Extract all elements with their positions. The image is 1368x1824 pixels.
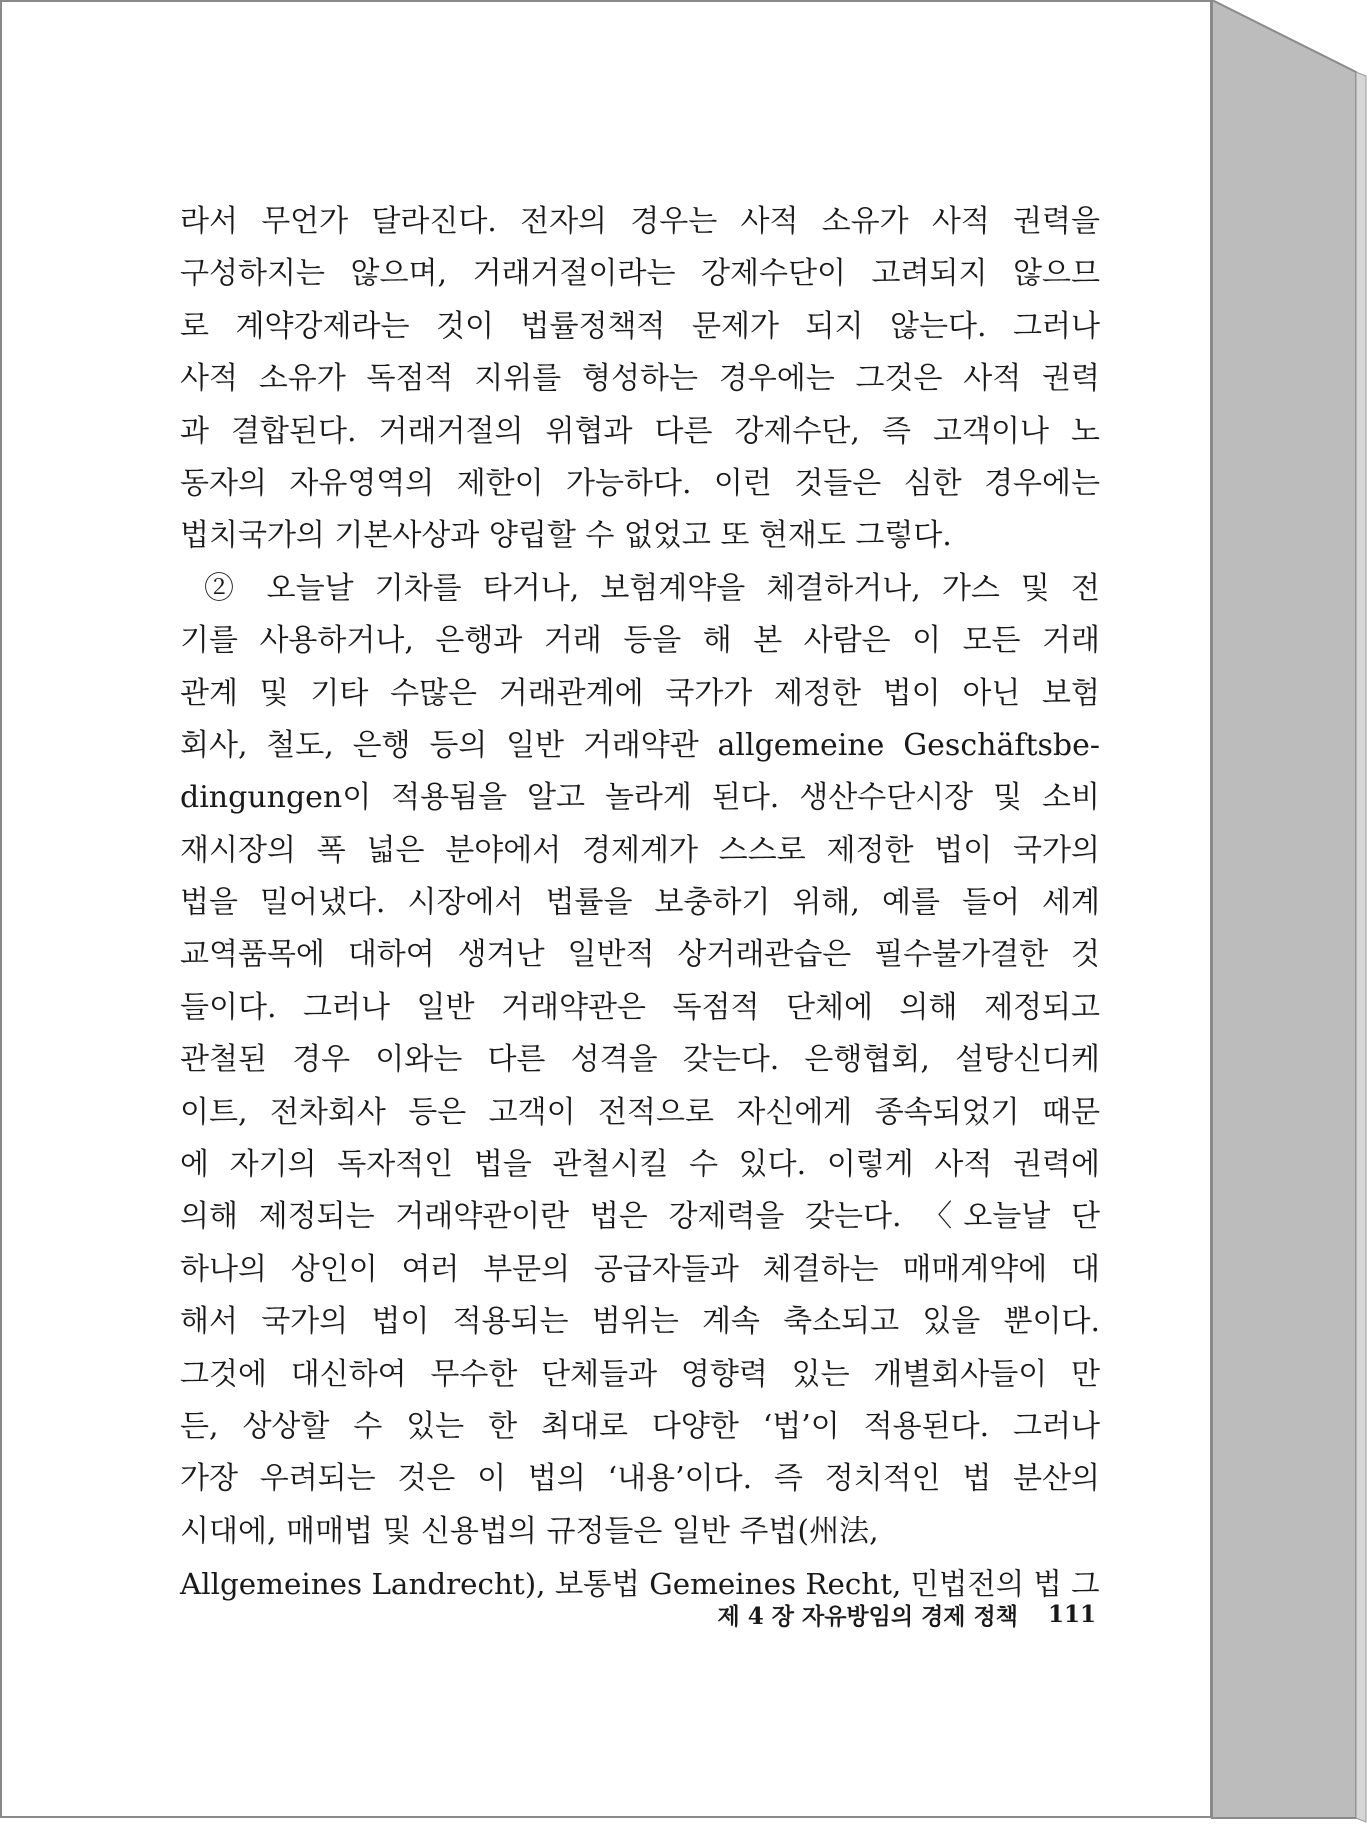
text-line: 재시장의 폭 넓은 분야에서 경제계가 스스로 제정한 법이 국가의	[180, 832, 1100, 868]
text-line: 구성하지는 않으며, 거래거절이라는 강제수단이 고려되지 않으므	[180, 256, 1100, 292]
text-line: 법치국가의 기본사상과 양립할 수 없었고 또 현재도 그렇다.	[180, 518, 952, 554]
text-line: 관철된 경우 이와는 다른 성격을 갖는다. 은행협회, 설탕신디케	[180, 1042, 1100, 1078]
text-line: 동자의 자유영역의 제한이 가능하다. 이런 것들은 심한 경우에는	[180, 465, 1100, 501]
text-line: 법을 밀어냈다. 시장에서 법률을 보충하기 위해, 예를 들어 세계	[180, 885, 1100, 921]
text-line: 시대에, 매매법 및 신용법의 규정들은 일반 주법(州法,	[180, 1513, 879, 1549]
text-line: Allgemeines Landrecht), 보통법 Gemeines Recht, 민법전의 법 그	[180, 1567, 1100, 1602]
text-line: ② 오늘날 기차를 타거나, 보험계약을 체결하거나, 가스 및 전	[204, 570, 1100, 606]
text-line: 로 계약강제라는 것이 법률정책적 문제가 되지 않는다. 그러나	[180, 308, 1100, 344]
page-footer	[676, 1594, 1096, 1634]
text-line: 교역품목에 대하여 생겨난 일반적 상거래관습은 필수불가결한 것	[180, 937, 1100, 973]
text-line: 이트, 전차회사 등은 고객이 전적으로 자신에게 종속되었기 때문	[180, 1094, 1100, 1130]
text-line: 관계 및 기타 수많은 거래관계에 국가가 제정한 법이 아닌 보험	[180, 675, 1100, 711]
body-text	[180, 196, 1100, 1611]
text-line: 회사, 철도, 은행 등의 일반 거래약관 allgemeine Geschäftsbe-	[180, 727, 1100, 763]
text-line: 의해 제정되는 거래약관이란 법은 강제력을 갖는다. 〈오늘날 단	[180, 1199, 1100, 1235]
page-number: 111	[1047, 1600, 1096, 1628]
text-line: 하나의 상인이 여러 부문의 공급자들과 체결하는 매매계약에 대	[180, 1251, 1100, 1287]
text-line: 든, 상상할 수 있는 한 최대로 다양한 ‘법’이 적용된다. 그러나	[180, 1408, 1100, 1444]
text-line: 기를 사용하거나, 은행과 거래 등을 해 본 사람은 이 모든 거래	[180, 623, 1100, 659]
text-line: dingungen이 적용됨을 알고 놀라게 된다. 생산수단시장 및 소비	[180, 780, 1100, 816]
text-line: 해서 국가의 법이 적용되는 범위는 계속 축소되고 있을 뿐이다.	[180, 1304, 1100, 1340]
text-line: 에 자기의 독자적인 법을 관철시킬 수 있다. 이렇게 사적 권력에	[180, 1147, 1100, 1183]
text-line: 과 결합된다. 거래거절의 위협과 다른 강제수단, 즉 고객이나 노	[180, 413, 1100, 449]
text-line: 들이다. 그러나 일반 거래약관은 독점적 단체에 의해 제정되고	[180, 989, 1100, 1025]
chapter-title: 제 4 장 자유방임의 경제 정책	[717, 1602, 1018, 1630]
text-line: 라서 무언가 달라진다. 전자의 경우는 사적 소유가 사적 권력을	[180, 204, 1100, 239]
text-line: 사적 소유가 독점적 지위를 형성하는 경우에는 그것은 사적 권력	[180, 361, 1100, 397]
text-line: 가장 우려되는 것은 이 법의 ‘내용’이다. 즉 정치적인 법 분산의	[180, 1461, 1100, 1497]
text-line: 그것에 대신하여 무수한 단체들과 영향력 있는 개별회사들이 만	[180, 1356, 1100, 1392]
